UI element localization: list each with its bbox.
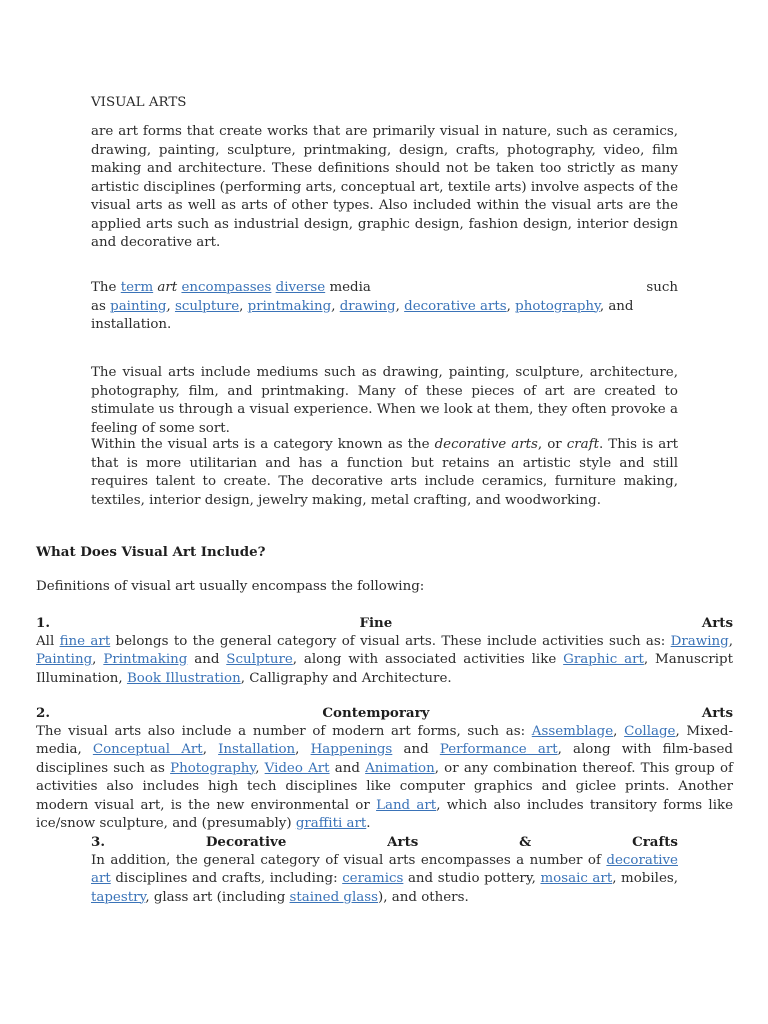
section-decorative-body <box>91 852 678 908</box>
link-animation[interactable]: Animation <box>365 760 435 776</box>
mediums-paragraph: The visual arts include mediums such as drawing, painting, sculpture, architecture, photography, film, and printmaking. Many of these pieces of art are created to stimulate us through a visual experience. When we look at them, they often provoke a feeling of some sort. <box>91 365 678 436</box>
separator: , <box>728 633 733 649</box>
text: belongs to the general category of visual arts. These include activities such as: <box>110 633 671 649</box>
text: Within the visual arts is a category known as the <box>91 437 435 452</box>
link-painting[interactable]: Painting <box>36 652 93 667</box>
link-installation[interactable]: Installation <box>218 742 296 757</box>
text: disciplines and crafts, including: <box>110 871 343 886</box>
link-photography[interactable]: Photography <box>170 760 256 776</box>
section-contemporary-body <box>36 723 733 834</box>
link-printmaking[interactable]: printmaking <box>247 298 332 314</box>
intro-paragraph: are art forms that create works that are primarily visual in nature, such as ceramics, drawing, painting, sculpture, printmaking, design, crafts, photography, video, film making and architecture. These definitions should not be taken too strictly as many artistic disciplines (performing arts, conceptual art, textile arts) involve aspects of the visual arts as well as arts of other types. Also included within the visual arts are the applied arts such as industrial design, graphic design, fashion design, interior design and decorative art. <box>91 124 679 250</box>
heading-word: & <box>519 834 532 850</box>
heading-word: Arts <box>701 615 733 631</box>
text: , Manuscript Illumination, <box>36 652 733 686</box>
page-title: VISUAL ARTS <box>91 95 187 110</box>
link-conceptual-art[interactable]: Conceptual Art <box>92 742 203 757</box>
link-decorative-art[interactable]: decorative art <box>91 852 678 886</box>
text: media <box>329 280 371 295</box>
text: In addition, the general category of visual arts encompasses a number of <box>91 852 607 868</box>
term-paragraph <box>91 279 678 335</box>
link-mosaic-art[interactable]: mosaic art <box>540 871 613 886</box>
heading-word: Arts <box>387 834 419 850</box>
link-printmaking[interactable]: Printmaking <box>103 652 188 667</box>
link-ceramics[interactable]: ceramics <box>342 871 404 886</box>
heading-word: Crafts <box>632 834 678 850</box>
link-fine-art[interactable]: fine art <box>59 633 111 649</box>
section-contemporary-arts <box>36 704 733 834</box>
link-drawing[interactable]: drawing <box>339 298 396 314</box>
separator: , <box>295 742 311 757</box>
section-fine-arts-body <box>36 633 733 689</box>
text: ), and others. <box>378 889 469 905</box>
link-diverse[interactable]: diverse <box>275 280 326 295</box>
text: , or <box>537 437 567 452</box>
link-stained-glass[interactable]: stained glass <box>289 889 379 905</box>
text: . This is art that is more utilitarian and has a function but retains an artistic style and still requires talent to create. The decorative arts include ceramics, furniture making, textiles, interior design, jewelry making, metal crafting, and woodworking. <box>91 437 679 508</box>
link-video-art[interactable]: Video Art <box>264 760 330 776</box>
separator: , <box>239 298 248 314</box>
separator: , <box>92 652 104 667</box>
text: , Calligraphy and Architecture. <box>240 670 452 686</box>
text: All <box>36 633 60 649</box>
separator: and <box>392 742 440 757</box>
link-land-art[interactable]: Land art <box>376 797 437 813</box>
section-number: 3. <box>91 834 105 850</box>
section-contemporary-heading <box>36 704 733 723</box>
heading-word: Arts <box>701 705 733 721</box>
link-photography[interactable]: photography <box>515 298 600 314</box>
link-encompasses[interactable]: encompasses <box>181 280 272 295</box>
link-decorative-arts[interactable]: decorative arts <box>404 298 507 314</box>
heading-word: Decorative <box>205 834 287 850</box>
link-collage[interactable]: Collage <box>624 723 676 739</box>
text: such <box>646 280 678 295</box>
link-drawing[interactable]: Drawing <box>670 633 729 649</box>
link-sculpture[interactable]: Sculpture <box>226 652 293 667</box>
section-heading: What Does Visual Art Include? <box>36 544 266 560</box>
text: and studio pottery, <box>403 871 541 886</box>
separator: , <box>613 723 625 739</box>
text: , glass art (including <box>145 889 290 905</box>
decorative-paragraph <box>91 436 678 510</box>
section-number: 1. <box>36 615 50 631</box>
link-happenings[interactable]: Happenings <box>310 742 393 757</box>
link-sculpture[interactable]: sculpture <box>174 298 240 314</box>
section-fine-arts <box>36 614 733 688</box>
section-fine-arts-heading <box>36 614 733 633</box>
separator: , <box>506 298 516 314</box>
text: and <box>187 652 227 667</box>
link-term[interactable]: term <box>120 280 154 295</box>
text: , Mixed-media, <box>36 723 733 757</box>
text: . <box>366 816 371 831</box>
definitions-intro: Definitions of visual art usually encompass the following: <box>36 579 425 594</box>
section-decorative-crafts <box>91 833 678 907</box>
text: , mobiles, <box>612 871 678 886</box>
text: , and installation. <box>91 298 634 332</box>
text: , along with film-based disciplines such as <box>36 742 733 776</box>
text-craft: craft <box>566 437 599 452</box>
section-number: 2. <box>36 705 50 721</box>
separator: , <box>395 298 405 314</box>
text: as <box>91 298 106 314</box>
link-graffiti-art[interactable]: graffiti art <box>295 816 367 831</box>
link-assemblage[interactable]: Assemblage <box>531 723 614 739</box>
heading-word: Contemporary <box>322 705 430 721</box>
link-tapestry[interactable]: tapestry <box>91 889 146 905</box>
link-performance-art[interactable]: Performance art <box>439 742 558 757</box>
link-book-illustration[interactable]: Book Illustration <box>126 670 241 686</box>
link-painting[interactable]: painting <box>110 298 167 314</box>
section-decorative-heading <box>91 833 678 852</box>
separator: and <box>329 760 366 776</box>
separator: , <box>166 298 175 314</box>
heading-word: Fine <box>359 615 393 631</box>
link-graphic-art[interactable]: Graphic art <box>563 652 644 667</box>
text-decorative-arts: decorative arts <box>434 437 538 452</box>
text-art: art <box>157 280 178 295</box>
text: , which also includes transitory forms like ice/snow sculpture, and (presumably) <box>36 797 734 831</box>
separator: , <box>255 760 265 776</box>
text: The visual arts also include a number of modern art forms, such as: <box>36 723 532 739</box>
text: The <box>91 280 117 295</box>
text: , or any combination thereof. This group of activities also includes high tech disciplines like computer graphics and giclee prints. Another modern visual art, is the new environmental or <box>36 760 734 813</box>
separator: , <box>202 742 219 757</box>
text: , along with associated activities like <box>292 652 564 667</box>
separator: , <box>331 298 340 314</box>
